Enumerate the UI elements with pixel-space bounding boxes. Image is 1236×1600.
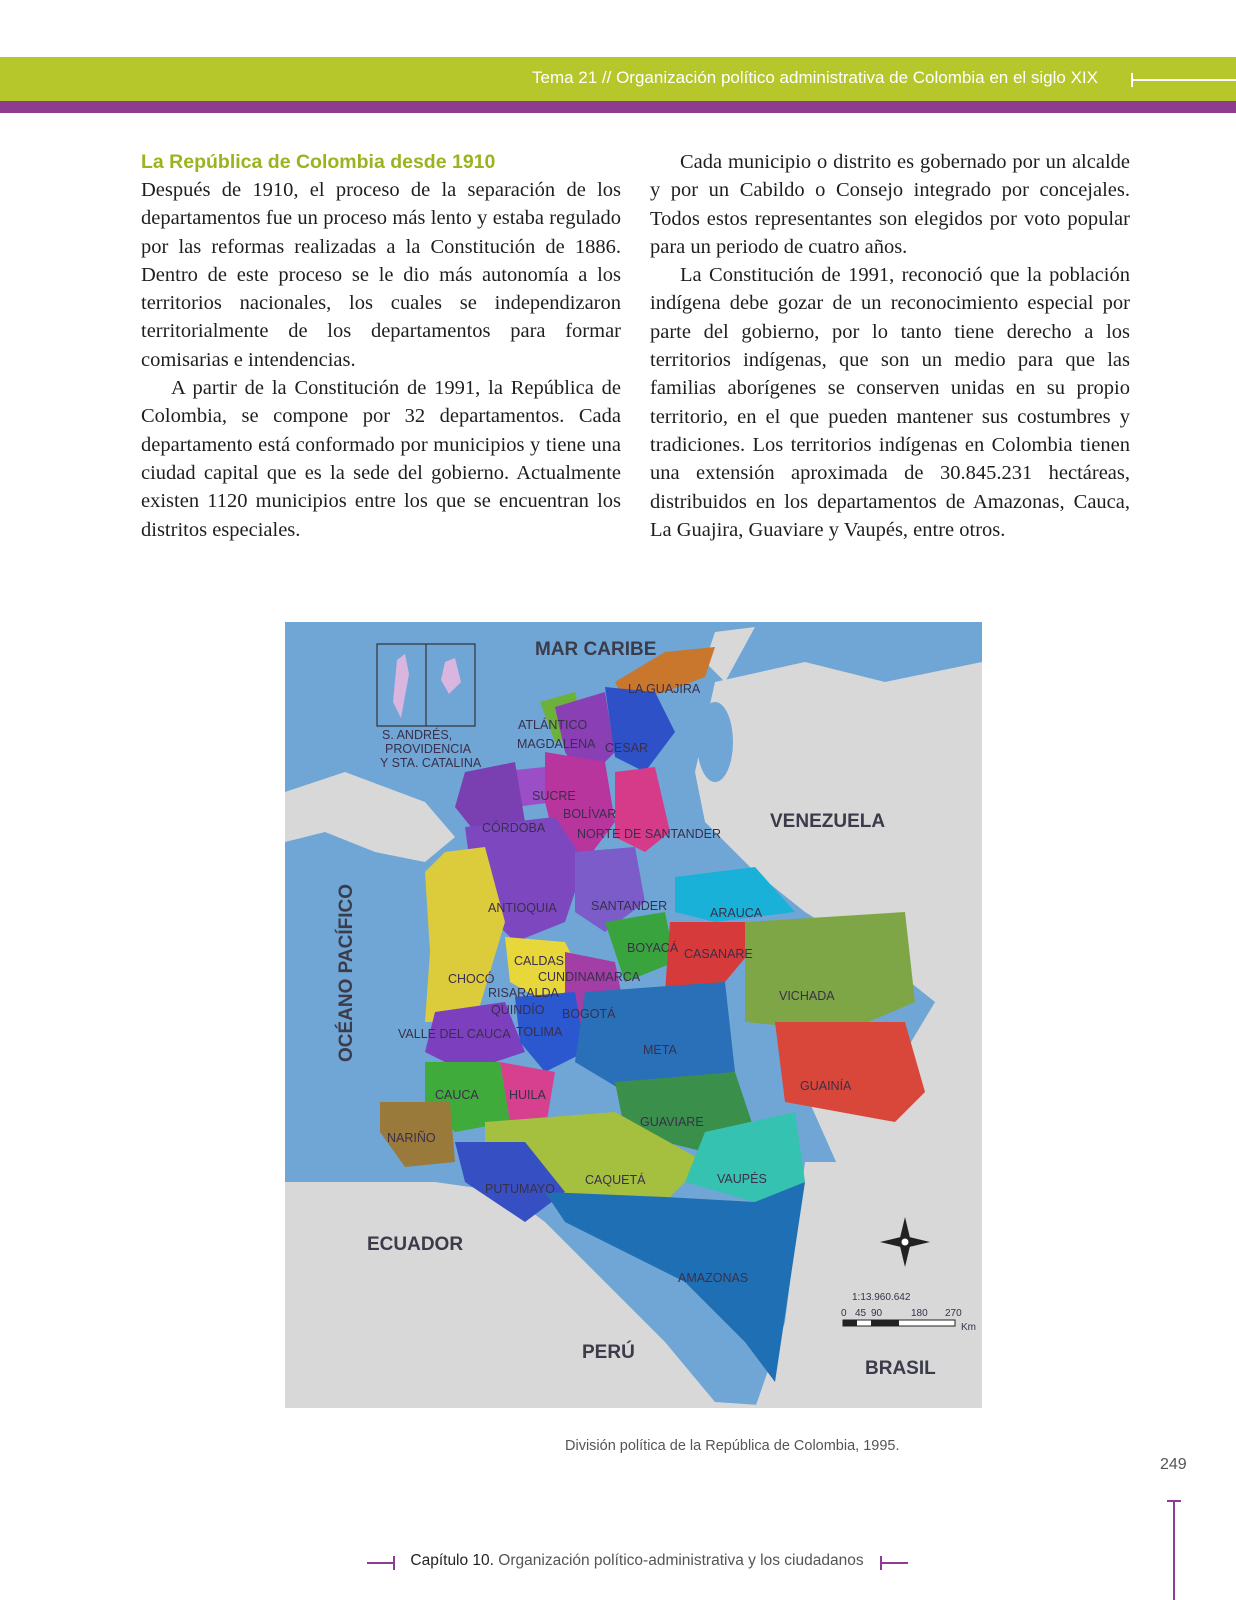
label-oceano-pacifico: OCÉANO PACÍFICO (336, 883, 357, 1062)
header-rule-tick (1131, 73, 1133, 87)
label-cordoba: CÓRDOBA (482, 821, 546, 835)
left-paragraph-1: Después de 1910, el proceso de la separación de los departamentos fue un proceso más lento y estaba regulado por las reformas realizadas a la Constitución de 1886. Dentro de este proceso se le dio más autonomía a los territorios nacionales, los cuales se independizaron territorialmente de los departamentos para formar comisarias e intendencias. (141, 179, 621, 371)
section-title: La República de Colombia desde 1910 (141, 151, 496, 173)
label-antioquia: ANTIOQUIA (488, 901, 557, 915)
label-boyaca: BOYACÁ (627, 941, 679, 955)
header-stripe (0, 101, 1236, 113)
scale-tick-0: 0 (841, 1308, 847, 1319)
label-narino: NARIÑO (387, 1131, 436, 1145)
label-la-guajira: LA GUAJIRA (628, 682, 701, 696)
label-amazonas: AMAZONAS (678, 1271, 749, 1285)
label-cundinamarca: CUNDINAMARCA (538, 970, 641, 984)
colombia-political-map (285, 622, 982, 1408)
label-bogota: BOGOTÁ (562, 1007, 616, 1021)
lake-maracaibo (697, 702, 733, 782)
footer-rule-right (880, 1562, 908, 1564)
label-mar-caribe: MAR CARIBE (535, 639, 657, 660)
footer (367, 1552, 907, 1570)
label-caqueta: CAQUETÁ (585, 1173, 646, 1187)
label-brasil: BRASIL (865, 1358, 936, 1379)
right-paragraph-1: Cada municipio o distrito es gobernado por un alcalde y por un Cabildo o Consejo integrado por concejales. Todos estos representantes son elegidos por voto popular para un periodo de cuatro años. (650, 151, 1130, 258)
label-islands-3: Y STA. CATALINA (380, 756, 482, 770)
page-number: 249 (1160, 1456, 1187, 1473)
header-title: Tema 21 // Organización político administrativa de Colombia en el siglo XIX (531, 68, 1098, 87)
scale-ratio: 1:13.960.642 (852, 1292, 911, 1303)
label-caldas: CALDAS (514, 954, 565, 968)
scale-tick-270: 270 (945, 1308, 962, 1319)
label-valle: VALLE DEL CAUCA (398, 1027, 511, 1041)
scale-tick-90: 90 (871, 1308, 883, 1319)
map-caption: División política de la República de Colombia, 1995. (565, 1438, 900, 1454)
left-paragraph-2: A partir de la Constitución de 1991, la República de Colombia, se compone por 32 departamentos. Cada departamento está conformado por municipios y tiene una ciudad capital que es la sede del gobierno. Actualmente existen 1120 municipios entre los que se encuentran los distritos especiales. (141, 377, 621, 541)
label-guaviare: GUAVIARE (640, 1115, 704, 1129)
label-vaupes: VAUPÉS (717, 1172, 767, 1186)
map-svg (285, 622, 982, 1408)
label-guainia: GUAINÍA (800, 1079, 852, 1093)
left-column (141, 148, 621, 544)
scale-unit: Km (961, 1322, 976, 1333)
label-putumayo: PUTUMAYO (485, 1182, 555, 1196)
label-peru: PERÚ (582, 1342, 635, 1363)
label-casanare: CASANARE (684, 947, 753, 961)
label-quindio: QUINDÍO (491, 1003, 545, 1017)
label-sucre: SUCRE (532, 789, 576, 803)
label-norte-santander: NORTE DE SANTANDER (577, 827, 722, 841)
right-paragraph-2: La Constitución de 1991, reconoció que la población indígena debe gozar de un reconocimiento especial por parte del gobierno, por lo tanto tiene derecho a los territorios indígenas, que son un medio para que las familias aborígenes se conserven unidas en su propio territorio, en el que pueden mantener sus costumbres y tradiciones. Los territorios indígenas en Colombia tienen una extensión aproximada de 30.845.231 hectáreas, distribuidos en los departamentos de Amazonas, Cauca, La Guajira, Guaviare y Vaupés, entre otros. (650, 264, 1130, 541)
scale-tick-45: 45 (855, 1308, 867, 1319)
label-magdalena: MAGDALENA (517, 737, 596, 751)
label-cauca: CAUCA (435, 1088, 479, 1102)
page-rule (1173, 1500, 1175, 1600)
label-vichada: VICHADA (779, 989, 835, 1003)
scale-tick-180: 180 (911, 1308, 928, 1319)
label-risaralda: RISARALDA (488, 986, 559, 1000)
header-rule (1131, 79, 1236, 81)
label-atlantico: ATLÁNTICO (518, 718, 588, 732)
label-huila: HUILA (509, 1088, 546, 1102)
label-santander: SANTANDER (591, 899, 668, 913)
scale-bar (843, 1320, 955, 1326)
label-islands-1: S. ANDRÉS, (382, 728, 453, 742)
footer-chapter: Capítulo 10. (410, 1552, 494, 1569)
footer-title: Organización político-administrativa y los ciudadanos (498, 1552, 864, 1569)
label-meta: META (643, 1043, 677, 1057)
label-arauca: ARAUCA (710, 906, 763, 920)
label-bolivar: BOLÍVAR (563, 807, 617, 821)
label-tolima: TOLIMA (516, 1025, 563, 1039)
label-choco: CHOCÓ (448, 972, 495, 986)
label-ecuador: ECUADOR (367, 1234, 464, 1255)
label-venezuela: VENEZUELA (770, 811, 886, 832)
label-islands-2: PROVIDENCIA (385, 742, 472, 756)
right-column (650, 148, 1130, 544)
label-cesar: CESAR (605, 741, 649, 755)
